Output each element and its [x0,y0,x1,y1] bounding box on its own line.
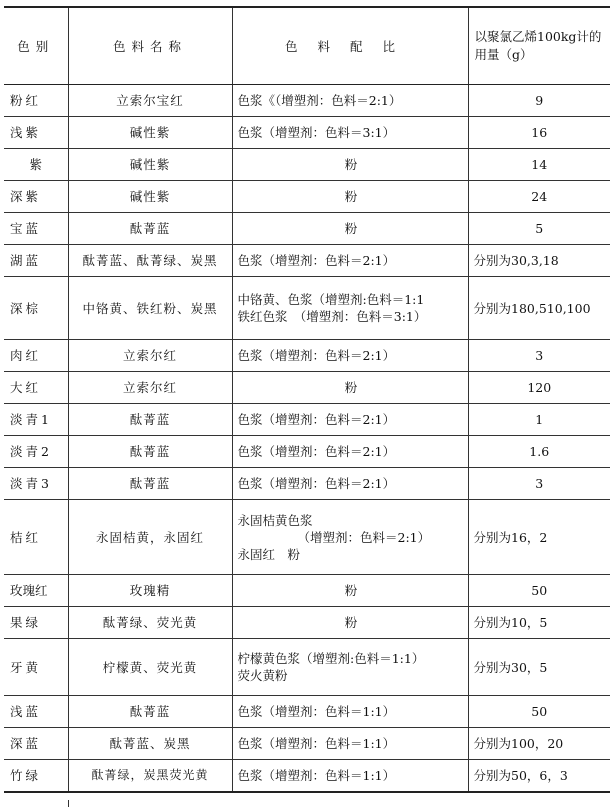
cell-ratio [232,436,468,468]
table-row [4,340,610,372]
cell-ratio [232,340,468,372]
table-row [4,760,610,793]
cell-amount: 分别为10，5 [468,607,610,639]
cell-color: 粉红 [4,85,68,117]
table-row [4,728,610,760]
cell-amount: 分别为16，2 [468,500,610,575]
cell-pigment: 酞菁蓝、炭黑 [68,728,232,760]
table-row [4,372,610,404]
cell-color: 淡青2 [4,436,68,468]
ratio-line: 色浆（增塑剂：色料＝2:1） [237,476,396,491]
cell-ratio [232,117,468,149]
cell-amount: 16 [468,117,610,149]
ratio-line: 粉 [344,583,358,598]
ratio-line: 永固红 粉 [237,546,301,562]
table-row [4,181,610,213]
cell-color: 淡青1 [4,404,68,436]
cell-amount: 1 [468,404,610,436]
cell-ratio [232,213,468,245]
cell-color: 深蓝 [4,728,68,760]
cell-amount: 3 [468,340,610,372]
cell-color: 深紫 [4,181,68,213]
table-row [4,468,610,500]
table-header-row [4,7,610,85]
cell-color: 湖蓝 [4,245,68,277]
cell-ratio [232,181,468,213]
cell-pigment: 碱性紫 [68,117,232,149]
ratio-line: 色浆《（增塑剂：色料＝2:1） [237,93,402,108]
table-row [4,149,610,181]
cell-color: 玫瑰红 [4,575,68,607]
cell-pigment: 酞菁蓝 [68,436,232,468]
ratio-line: 色浆（增塑剂：色料＝1:1） [237,736,396,751]
cell-ratio [232,468,468,500]
cell-amount: 24 [468,181,610,213]
cell-pigment: 酞菁蓝、酞菁绿、炭黑 [68,245,232,277]
cell-pigment: 酞菁绿，炭黑荧光黄 [68,760,232,793]
cell-color: 果绿 [4,607,68,639]
ratio-line: 永固桔黄色浆 [237,512,313,528]
cell-ratio [232,277,468,340]
cell-ratio [232,607,468,639]
table-row [4,85,610,117]
ratio-line: 色浆（增塑剂：色料＝2:1） [237,253,396,268]
cell-pigment: 酞菁绿、荧光黄 [68,607,232,639]
cell-pigment: 酞菁蓝 [68,213,232,245]
cell-amount: 50 [468,575,610,607]
cell-pigment: 酞菁蓝 [68,468,232,500]
cell-ratio [232,760,468,793]
cell-amount: 分别为100，20 [468,728,610,760]
cell-amount: 1.6 [468,436,610,468]
table-row [4,500,610,575]
cell-pigment: 玫瑰精 [68,575,232,607]
cell-pigment: 永固桔黄，永固红 [68,500,232,575]
cell-color: 紫 [4,149,68,181]
cell-pigment: 碱性紫 [68,181,232,213]
header-color: 色别 [4,7,68,85]
cell-pigment: 立索尔红 [68,340,232,372]
ratio-line: 铁红色浆 （增塑剂：色料＝3:1） [237,309,427,324]
table-row [4,575,610,607]
cell-ratio [232,728,468,760]
cell-color: 竹绿 [4,760,68,793]
cell-pigment: 中铬黄、铁红粉、炭黑 [68,277,232,340]
cell-ratio [232,639,468,696]
cell-amount: 50 [468,696,610,728]
cell-color: 浅紫 [4,117,68,149]
ratio-line: 粉 [344,615,358,630]
ratio-line: 中铬黄、色浆（增塑剂:色料＝1:1 [237,292,425,307]
table-row [4,639,610,696]
cell-pigment: 立索尔宝红 [68,85,232,117]
ratio-line: （增塑剂：色料＝2:1） [297,529,431,545]
ratio-line: 色浆（增塑剂：色料＝1:1） [237,768,396,783]
cell-ratio [232,696,468,728]
header-pigment-ratio: 色料配比 [232,7,468,85]
cell-color: 深棕 [4,277,68,340]
cell-amount: 9 [468,85,610,117]
table-row [4,696,610,728]
header-amount: 以聚氯乙烯100kg计的用量（g） [468,7,610,85]
cell-ratio [232,85,468,117]
cell-amount: 3 [468,468,610,500]
cell-ratio [232,245,468,277]
table-row [4,117,610,149]
ratio-line: 色浆（增塑剂：色料＝2:1） [237,444,396,459]
table-row [4,277,610,340]
cell-color: 肉红 [4,340,68,372]
cell-amount: 分别为30,3,18 [468,245,610,277]
cell-pigment: 碱性紫 [68,149,232,181]
cell-amount: 分别为180,510,100 [468,277,610,340]
cell-color: 宝蓝 [4,213,68,245]
cell-color: 大红 [4,372,68,404]
ratio-line: 色浆（增塑剂：色料＝2:1） [237,348,396,363]
cell-ratio [232,500,468,575]
table-row [4,607,610,639]
cell-pigment: 酞菁蓝 [68,696,232,728]
cell-pigment: 立索尔红 [68,372,232,404]
cell-amount: 5 [468,213,610,245]
table-row [4,245,610,277]
cell-amount: 14 [468,149,610,181]
ratio-line: 色浆（增塑剂：色料＝2:1） [237,412,396,427]
ratio-line: 色浆（增塑剂：色料＝1:1） [237,704,396,719]
ratio-line: 色浆（增塑剂：色料＝3:1） [237,125,396,140]
ratio-line: 粉 [344,157,358,172]
cell-amount: 分别为30，5 [468,639,610,696]
ratio-line: 粉 [344,221,358,236]
cell-color: 浅蓝 [4,696,68,728]
cell-color: 淡青3 [4,468,68,500]
cell-ratio [232,404,468,436]
pigment-formula-table [4,6,610,793]
table-tail-rule [68,800,69,807]
table-row [4,404,610,436]
cell-amount: 分别为50，6，3 [468,760,610,793]
table-row [4,213,610,245]
cell-ratio [232,575,468,607]
cell-color: 牙黄 [4,639,68,696]
ratio-line: 粉 [344,380,358,395]
cell-ratio [232,149,468,181]
cell-pigment: 酞菁蓝 [68,404,232,436]
cell-ratio [232,372,468,404]
cell-pigment: 柠檬黄、荧光黄 [68,639,232,696]
table-row [4,436,610,468]
ratio-line: 荧火黄粉 [237,668,288,683]
ratio-line: 粉 [344,189,358,204]
cell-color: 桔红 [4,500,68,575]
cell-amount: 120 [468,372,610,404]
header-pigment-name: 色料名称 [68,7,232,85]
ratio-line: 柠檬黄色浆（增塑剂:色料＝1:1） [237,651,425,666]
